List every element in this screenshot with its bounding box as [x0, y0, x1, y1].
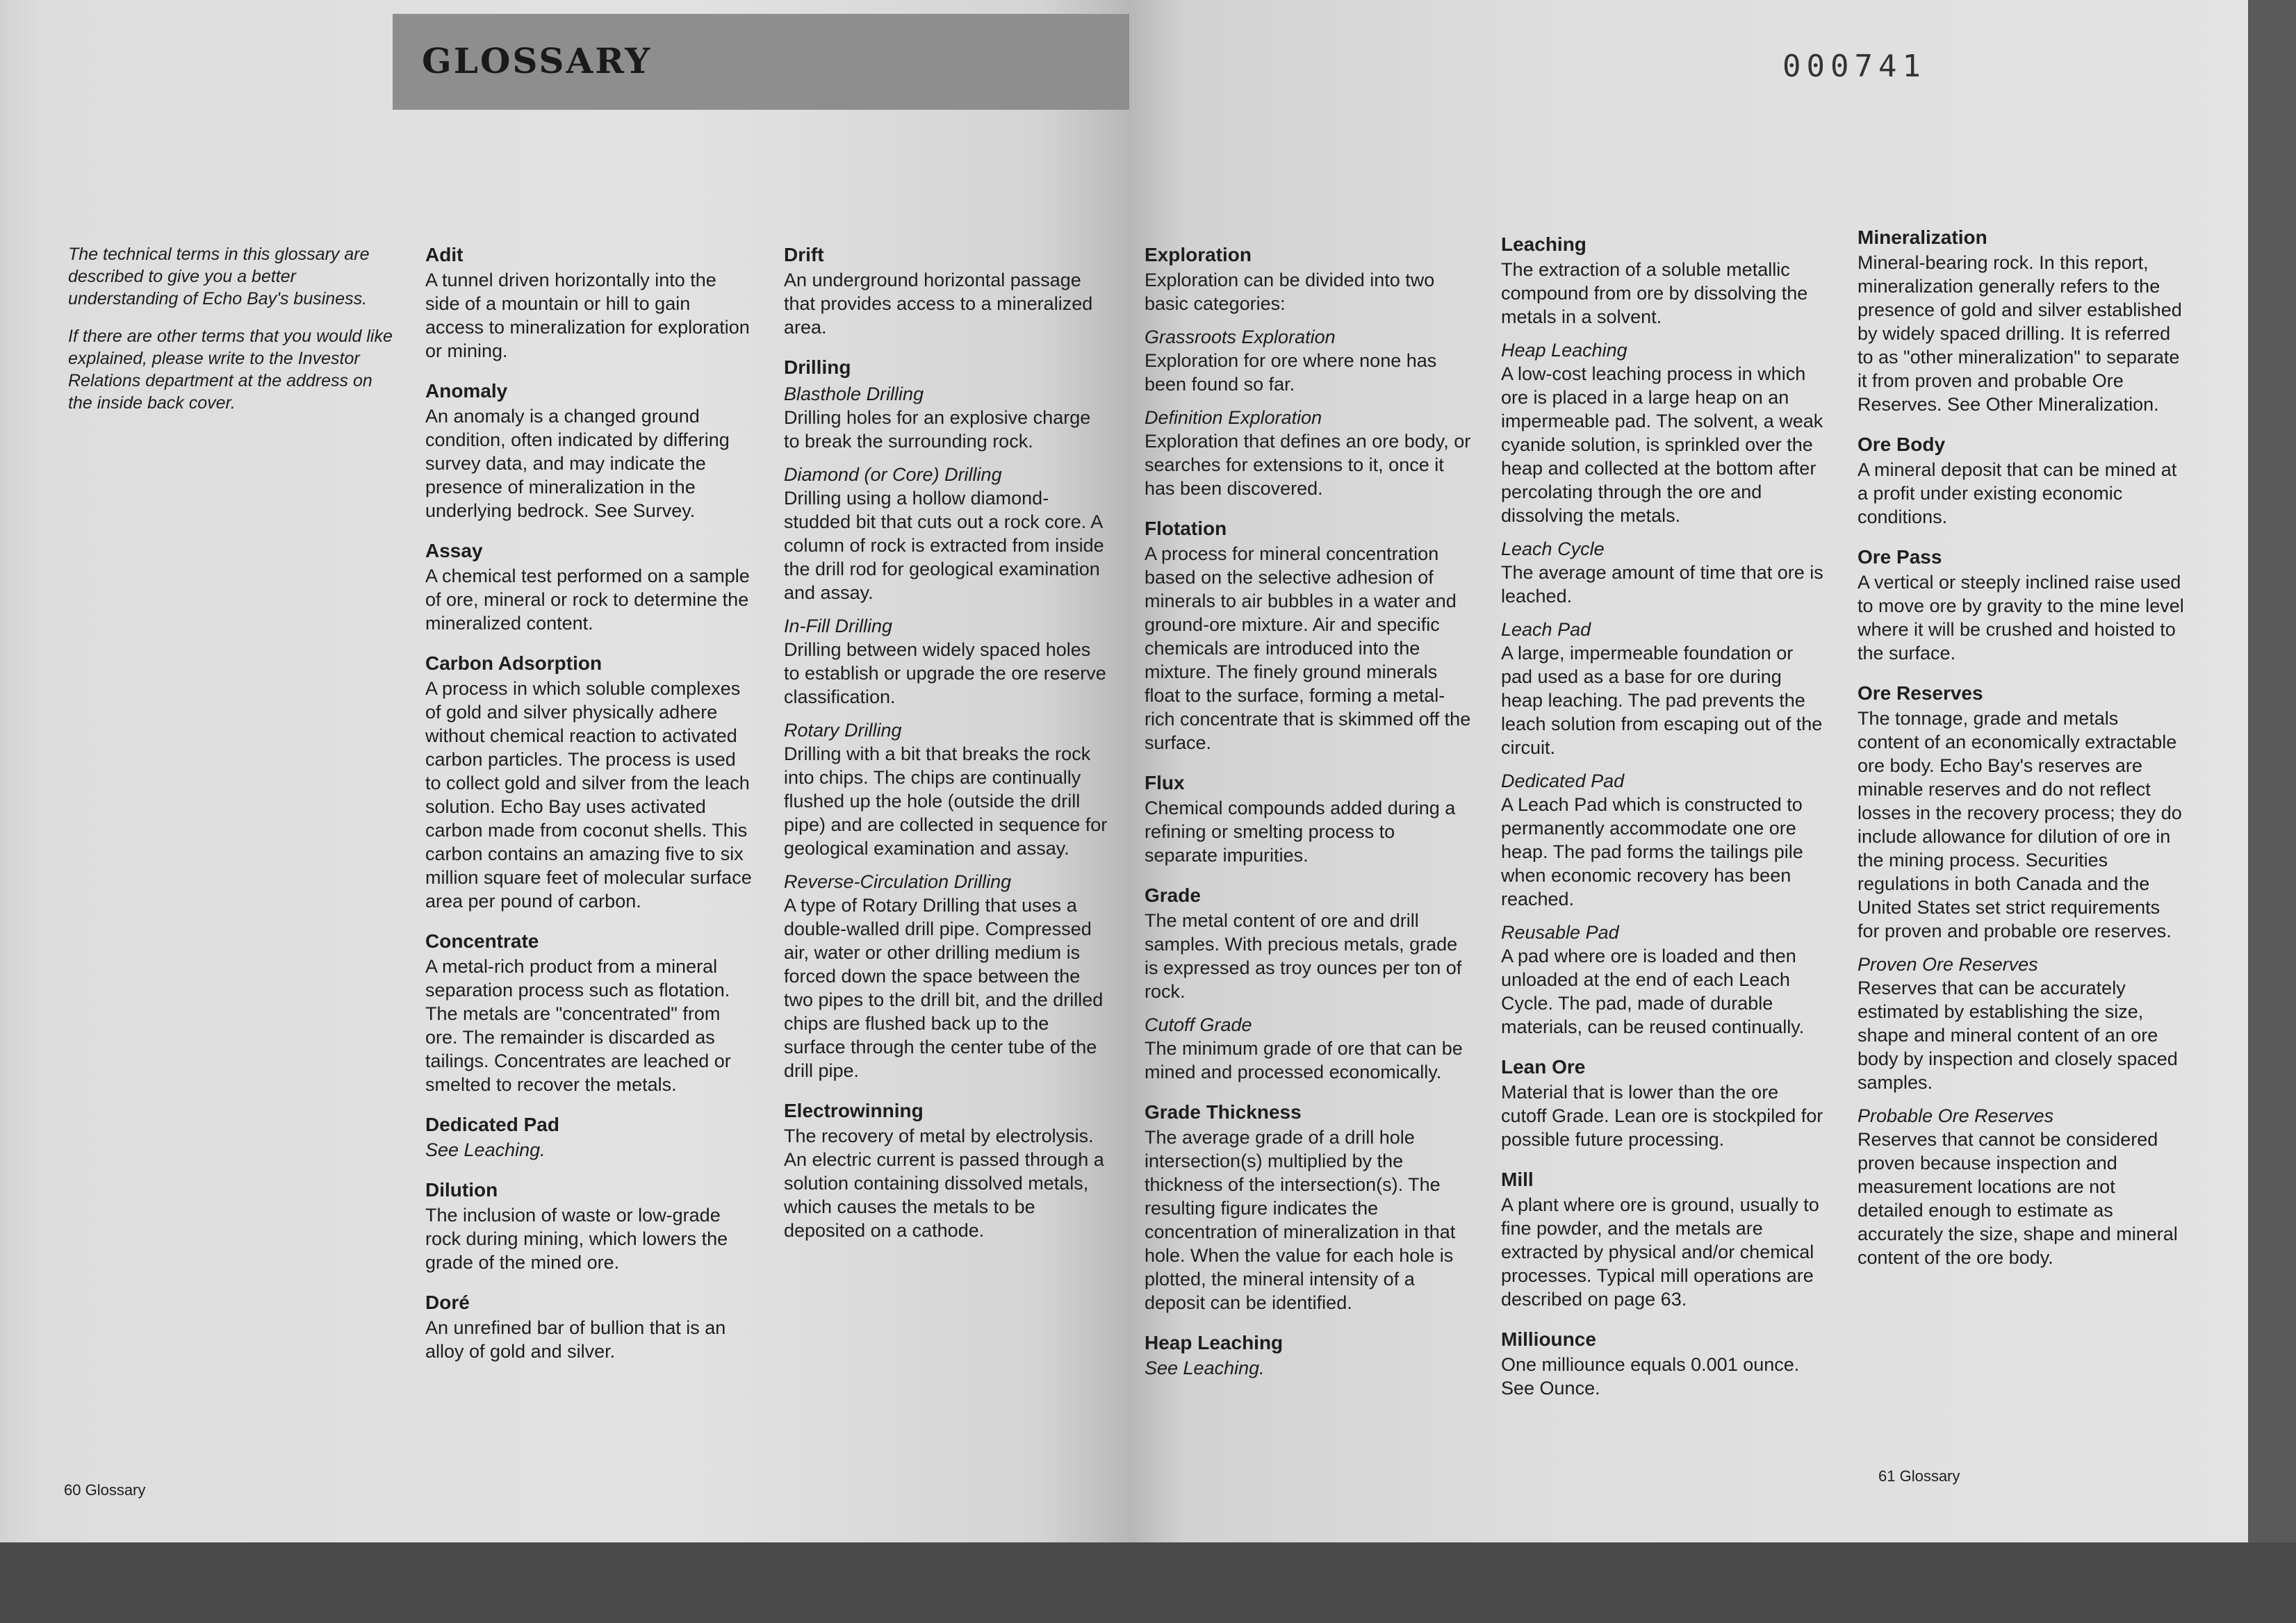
term-dilution: Dilution — [425, 1179, 498, 1201]
term-drilling: Drilling — [784, 356, 851, 378]
term-ore-pass: Ore Pass — [1858, 546, 1942, 568]
def-reverse-circulation: A type of Rotary Drilling that uses a double-walled drill pipe. Compressed air, water or other drilling medium is forced down the space between the two pipes to the drill bit, and the drilled chips are flushed back up to the surface through the center tube of the drill pipe. — [784, 895, 1104, 1081]
def-heap-leaching-sub: A low-cost leaching process in which ore is placed in a large heap on an impermeable pad. The solvent, a weak cyanide solution, is sprinkled over the heap and collected at the bottom after percolating through the ore and dissolving the metals. — [1501, 363, 1823, 526]
column-2 — [784, 243, 1110, 1259]
column-1 — [425, 243, 752, 1380]
def-assay: A chemical test performed on a sample of ore, mineral or rock to determine the mineralized content. — [425, 566, 750, 634]
def-definition: Exploration that defines an ore body, or searches for extensions to it, once it has been discovered. — [1145, 431, 1471, 499]
term-grade: Grade — [1145, 884, 1201, 906]
term-mineralization: Mineralization — [1858, 226, 1987, 248]
def-dedicated-pad: See Leaching. — [425, 1139, 546, 1160]
def-milliounce: One milliounce equals 0.001 ounce. See Ounce. — [1501, 1354, 1800, 1399]
sub-blasthole: Blasthole Drilling — [784, 384, 924, 404]
def-concentrate: A metal-rich product from a mineral separation process such as flotation. The metals are "concentrated" from ore. The remainder is discarded as tailings. Concentrates are leached or smelted to recover the metals. — [425, 956, 731, 1095]
intro-paragraph-2: If there are other terms that you would like explained, please write to the Investor Relations department at the address on the inside back cover. — [68, 327, 393, 413]
background-edge — [2248, 0, 2296, 1623]
sub-definition: Definition Exploration — [1145, 407, 1322, 428]
def-leach-cycle: The average amount of time that ore is leached. — [1501, 562, 1823, 607]
def-proven-ore-reserves: Reserves that can be accurately estimated by establishing the size, shape and mineral content of an ore body by inspection and closely spaced samples. — [1858, 978, 2178, 1093]
column-3 — [1145, 243, 1471, 1397]
page-number-left: 60 Glossary — [64, 1481, 146, 1499]
def-drift: An underground horizontal passage that provides access to a mineralized area. — [784, 270, 1093, 338]
term-drift: Drift — [784, 244, 824, 265]
def-electrowinning: The recovery of metal by electrolysis. An electric current is passed through a solution containing dissolved metals, which causes the metals to be deposited on a cathode. — [784, 1126, 1104, 1241]
def-exploration: Exploration can be divided into two basic categories: — [1145, 270, 1435, 314]
term-carbon-adsorption: Carbon Adsorption — [425, 652, 602, 674]
sub-probable-ore-reserves: Probable Ore Reserves — [1858, 1105, 2054, 1126]
term-dore: Doré — [425, 1292, 470, 1313]
def-grade: The metal content of ore and drill samples. With precious metals, grade is expressed as troy ounces per ton of rock. — [1145, 910, 1462, 1002]
term-flux: Flux — [1145, 772, 1185, 793]
def-carbon-adsorption: A process in which soluble complexes of gold and silver physically adhere without chemical reaction to activated carbon particles. The process is used to collect gold and silver from the leach solution. Echo Bay uses activated carbon made from coconut shells. This carbon contains an amazing five to six million square feet of molecular surface area per pound of carbon. — [425, 678, 752, 912]
left-page — [0, 0, 1129, 1542]
def-ore-reserves: The tonnage, grade and metals content of an economically extractable ore body. Echo Bay's reserves are minable reserves and do not reflect losses in the recovery process; they do include allowance for dilution of ore in the mining process. Securities regulations in both Canada and the United States set strict requirements for proven and probable ore reserves. — [1858, 708, 2182, 941]
def-flux: Chemical compounds added during a refining or smelting process to separate impurities. — [1145, 798, 1456, 866]
sub-leach-cycle: Leach Cycle — [1501, 538, 1605, 559]
def-dore: An unrefined bar of bullion that is an alloy of gold and silver. — [425, 1317, 726, 1362]
def-probable-ore-reserves: Reserves that cannot be considered proven because inspection and measurement locations are not detailed enough to estimate as accurately the size, shape and mineral content of the ore body. — [1858, 1129, 2178, 1268]
term-leaching: Leaching — [1501, 233, 1586, 255]
def-heap-leaching: See Leaching. — [1145, 1358, 1265, 1378]
term-assay: Assay — [425, 540, 483, 561]
def-mineralization: Mineral-bearing rock. In this report, mineralization generally refers to the presence of gold and silver established by widely spaced drilling. It is referred to as "other mineralization" to separate it from proven and probable Ore Reserves. See Other Mineralization. — [1858, 252, 2182, 415]
term-exploration: Exploration — [1145, 244, 1252, 265]
term-heap-leaching: Heap Leaching — [1145, 1332, 1284, 1353]
document-stamp: 000741 — [1782, 49, 1926, 84]
term-lean-ore: Lean Ore — [1501, 1056, 1586, 1078]
column-5 — [1858, 226, 2184, 1286]
def-grassroots: Exploration for ore where none has been found so far. — [1145, 350, 1437, 395]
def-lean-ore: Material that is lower than the ore cutoff Grade. Lean ore is stockpiled for possible future processing. — [1501, 1082, 1823, 1150]
sub-infill: In-Fill Drilling — [784, 616, 893, 636]
def-flotation: A process for mineral concentration based on the selective adhesion of minerals to air bubbles in a water and ground-ore mixture. Air and specific chemicals are introduced into the mixture. The finely ground minerals float to the surface, forming a metal-rich concentrate that is skimmed off the surface. — [1145, 543, 1471, 753]
def-mill: A plant where ore is ground, usually to fine powder, and the metals are extracted by physical and/or chemical processes. Typical mill operations are described on page 63. — [1501, 1194, 1819, 1310]
term-concentrate: Concentrate — [425, 930, 539, 952]
def-reusable-pad: A pad where ore is loaded and then unloaded at the end of each Leach Cycle. The pad, made of durable materials, can be reused continually. — [1501, 946, 1805, 1037]
sub-heap-leaching: Heap Leaching — [1501, 340, 1627, 361]
def-anomaly: An anomaly is a changed ground condition, often indicated by differing survey data, and may indicate the presence of mineralization in the underlying bedrock. See Survey. — [425, 406, 730, 521]
def-leach-pad: A large, impermeable foundation or pad used as a base for ore during heap leaching. The pad prevents the leach solution from escaping out of the circuit. — [1501, 643, 1823, 758]
def-grade-thickness: The average grade of a drill hole intersection(s) multiplied by the thickness of the intersection(s). The resulting figure indicates the concentration of mineralization in that hole. When the value for each hole is plotted, the mineral intensity of a deposit can be identified. — [1145, 1127, 1456, 1313]
glossary-banner — [393, 14, 1129, 110]
sub-cutoff-grade: Cutoff Grade — [1145, 1014, 1252, 1035]
term-milliounce: Milliounce — [1501, 1328, 1596, 1350]
intro-text — [68, 243, 395, 429]
sub-leach-pad: Leach Pad — [1501, 619, 1591, 640]
def-leaching: The extraction of a soluble metallic compound from ore by dissolving the metals in a solvent. — [1501, 259, 1808, 327]
def-ore-pass: A vertical or steeply inclined raise used to move ore by gravity to the mine level where it will be crushed and hoisted to the surface. — [1858, 572, 2184, 664]
sub-rotary: Rotary Drilling — [784, 720, 902, 741]
def-ore-body: A mineral deposit that can be mined at a profit under existing economic conditions. — [1858, 459, 2177, 527]
term-electrowinning: Electrowinning — [784, 1100, 924, 1121]
column-4 — [1501, 233, 1828, 1417]
page-title: GLOSSARY — [422, 40, 653, 81]
right-page — [1129, 0, 2248, 1556]
sub-reverse-circulation: Reverse-Circulation Drilling — [784, 871, 1012, 892]
def-blasthole: Drilling holes for an explosive charge to break the surrounding rock. — [784, 407, 1091, 452]
background-bottom — [0, 1542, 2296, 1623]
def-diamond: Drilling using a hollow diamond-studded bit that cuts out a rock core. A column of rock is extracted from inside the drill rod for geological examination and assay. — [784, 488, 1104, 603]
term-flotation: Flotation — [1145, 518, 1227, 539]
def-rotary: Drilling with a bit that breaks the rock into chips. The chips are continually flushed up the hole (outside the drill pipe) and are collected in sequence for geological examination and assay. — [784, 743, 1108, 859]
sub-dedicated-pad: Dedicated Pad — [1501, 771, 1625, 791]
term-anomaly: Anomaly — [425, 380, 508, 402]
sub-diamond: Diamond (or Core) Drilling — [784, 464, 1002, 485]
term-ore-body: Ore Body — [1858, 434, 1946, 455]
def-infill: Drilling between widely spaced holes to establish or upgrade the ore reserve classification. — [784, 639, 1106, 707]
term-adit: Adit — [425, 244, 464, 265]
def-adit: A tunnel driven horizontally into the side of a mountain or hill to gain access to mineralization for exploration or mining. — [425, 270, 750, 361]
sub-reusable-pad: Reusable Pad — [1501, 922, 1619, 943]
def-cutoff-grade: The minimum grade of ore that can be mined and processed economically. — [1145, 1038, 1463, 1082]
term-ore-reserves: Ore Reserves — [1858, 682, 1983, 704]
sub-grassroots: Grassroots Exploration — [1145, 327, 1336, 347]
intro-paragraph-1: The technical terms in this glossary are described to give you a better understanding of Echo Bay's business. — [68, 245, 370, 308]
term-dedicated-pad: Dedicated Pad — [425, 1114, 559, 1135]
term-mill: Mill — [1501, 1169, 1534, 1190]
term-grade-thickness: Grade Thickness — [1145, 1101, 1302, 1123]
def-dedicated-pad-sub: A Leach Pad which is constructed to permanently accommodate one ore heap. The pad forms the tailings pile when economic recovery has been reached. — [1501, 794, 1803, 909]
def-dilution: The inclusion of waste or low-grade rock during mining, which lowers the grade of the mined ore. — [425, 1205, 728, 1273]
page-number-right: 61 Glossary — [1878, 1467, 1960, 1485]
sub-proven-ore-reserves: Proven Ore Reserves — [1858, 954, 2038, 975]
